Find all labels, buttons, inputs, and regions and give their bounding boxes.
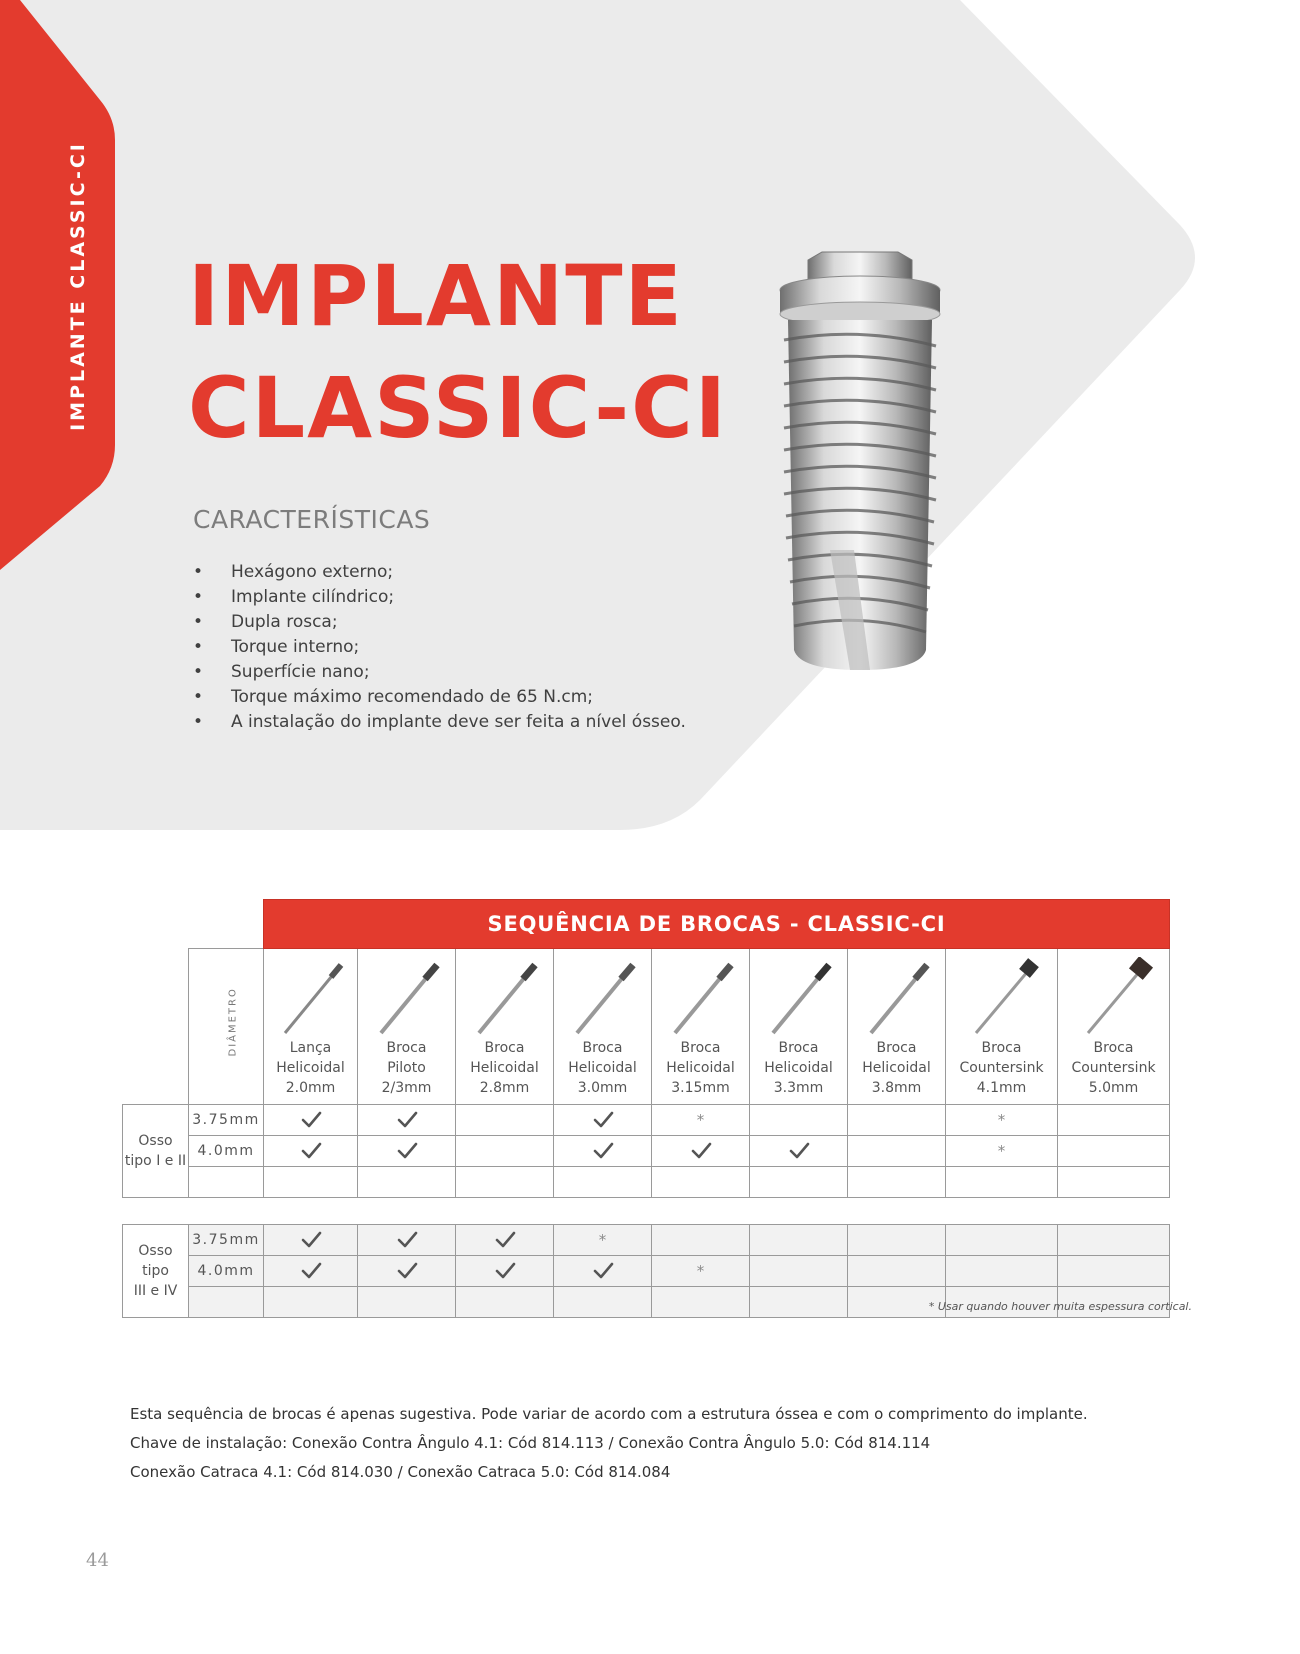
drill-image [661, 957, 741, 1037]
sequence-cell [264, 1136, 358, 1167]
check-icon [592, 1140, 614, 1162]
sequence-cell [456, 1256, 554, 1287]
sequence-cell [848, 1136, 946, 1167]
check-icon [300, 1260, 322, 1282]
drill-header: Broca Helicoidal 3.15mm [652, 949, 750, 1105]
sequence-cell [1058, 1256, 1170, 1287]
bone-type-cell: Osso tipo I e II [123, 1105, 189, 1198]
check-icon [396, 1109, 418, 1131]
sequence-cell [750, 1167, 848, 1198]
sequence-cell [264, 1256, 358, 1287]
sequence-cell [554, 1225, 652, 1256]
sequence-cell [848, 1167, 946, 1198]
sequence-cell [554, 1167, 652, 1198]
sequence-cell [946, 1136, 1058, 1167]
sequence-cell [554, 1256, 652, 1287]
asterisk-mark: * [598, 1231, 607, 1249]
diameter-cell [189, 1287, 264, 1318]
sequence-cell [652, 1167, 750, 1198]
sequence-cell [652, 1136, 750, 1167]
sequence-cell [848, 1225, 946, 1256]
list-item: • Dupla rosca; [193, 612, 338, 632]
diameter-cell: 4.0mm [189, 1256, 264, 1287]
sequence-cell [946, 1105, 1058, 1136]
drill-image [962, 957, 1042, 1037]
check-icon [592, 1109, 614, 1131]
table-row [123, 1136, 1170, 1167]
note-line: Esta sequência de brocas é apenas sugestiva. Pode variar de acordo com a estrutura óssea e com o comprimento do implante. [130, 1405, 1088, 1423]
sequence-cell [946, 1256, 1058, 1287]
list-item: • A instalação do implante deve ser feita a nível ósseo. [193, 712, 686, 732]
sequence-cell [358, 1256, 456, 1287]
table-title: SEQUÊNCIA DE BROCAS - CLASSIC-CI [264, 900, 1170, 949]
check-icon [396, 1260, 418, 1282]
list-item: • Torque máximo recomendado de 65 N.cm; [193, 687, 594, 707]
check-icon [788, 1140, 810, 1162]
check-icon [494, 1260, 516, 1282]
notes [130, 1400, 1088, 1487]
page-title [188, 240, 748, 464]
check-icon [494, 1229, 516, 1251]
diameter-cell: 3.75mm [189, 1105, 264, 1136]
sequence-cell [652, 1105, 750, 1136]
sequence-cell [358, 1105, 456, 1136]
sequence-cell [358, 1167, 456, 1198]
asterisk-mark: * [696, 1111, 705, 1129]
sequence-cell [264, 1287, 358, 1318]
sequence-cell [652, 1225, 750, 1256]
drill-header: Broca Helicoidal 3.3mm [750, 949, 848, 1105]
diameter-cell: 4.0mm [189, 1136, 264, 1167]
bone-type-cell: Osso tipo III e IV [123, 1225, 189, 1318]
sequence-cell [946, 1225, 1058, 1256]
list-item: • Superfície nano; [193, 662, 370, 682]
sequence-cell [456, 1136, 554, 1167]
drill-header: Broca Helicoidal 3.0mm [554, 949, 652, 1105]
check-icon [300, 1140, 322, 1162]
sequence-cell [848, 1105, 946, 1136]
features-list [193, 560, 686, 735]
drill-header: Broca Helicoidal 3.8mm [848, 949, 946, 1105]
table-row [123, 1105, 1170, 1136]
check-icon [300, 1229, 322, 1251]
sequence-cell [848, 1256, 946, 1287]
drill-image [367, 957, 447, 1037]
drill-header: Lança Helicoidal 2.0mm [264, 949, 358, 1105]
implant-image [770, 250, 950, 710]
sequence-cell [1058, 1136, 1170, 1167]
table-row [123, 1225, 1170, 1256]
sequence-cell [750, 1287, 848, 1318]
sequence-cell [1058, 1167, 1170, 1198]
check-icon [592, 1260, 614, 1282]
group-spacer [123, 1198, 1170, 1225]
sequence-cell [750, 1256, 848, 1287]
sequence-cell [358, 1136, 456, 1167]
page-number: 44 [86, 1550, 109, 1571]
sequence-cell [264, 1225, 358, 1256]
sequence-cell [554, 1136, 652, 1167]
sequence-cell [264, 1167, 358, 1198]
sequence-cell [750, 1136, 848, 1167]
drill-image [465, 957, 545, 1037]
table-row [123, 1167, 1170, 1198]
sequence-cell [264, 1105, 358, 1136]
sequence-cell [456, 1105, 554, 1136]
sequence-cell [456, 1287, 554, 1318]
sequence-cell [358, 1287, 456, 1318]
check-icon [396, 1229, 418, 1251]
check-icon [396, 1140, 418, 1162]
drill-header: Broca Helicoidal 2.8mm [456, 949, 554, 1105]
drill-header: Broca Countersink 4.1mm [946, 949, 1058, 1105]
drill-image [563, 957, 643, 1037]
drill-header: Broca Piloto 2/3mm [358, 949, 456, 1105]
diameter-header: DIÂMETRO [189, 949, 264, 1105]
sequence-cell [946, 1167, 1058, 1198]
check-icon [690, 1140, 712, 1162]
side-tab-label: IMPLANTE CLASSIC-CI [67, 141, 89, 431]
sequence-cell [554, 1105, 652, 1136]
drill-image [271, 957, 351, 1037]
note-line: Chave de instalação: Conexão Contra Ângulo 4.1: Cód 814.113 / Conexão Contra Ângulo 5.0: Cód 814.114 [130, 1434, 931, 1452]
table-row [123, 1256, 1170, 1287]
sequence-cell [554, 1287, 652, 1318]
check-icon [300, 1109, 322, 1131]
sequence-cell [652, 1256, 750, 1287]
sequence-cell [652, 1287, 750, 1318]
sequence-cell [750, 1105, 848, 1136]
diameter-cell: 3.75mm [189, 1225, 264, 1256]
drill-sequence-table [122, 899, 1170, 1318]
sequence-cell [1058, 1105, 1170, 1136]
asterisk-mark: * [997, 1142, 1006, 1160]
sequence-cell [456, 1167, 554, 1198]
drill-image [857, 957, 937, 1037]
drill-header: Broca Countersink 5.0mm [1058, 949, 1170, 1105]
asterisk-mark: * [997, 1111, 1006, 1129]
sequence-cell [1058, 1225, 1170, 1256]
title-line-1: IMPLANTE [188, 247, 684, 345]
sequence-cell [750, 1225, 848, 1256]
features-heading: CARACTERÍSTICAS [193, 505, 431, 534]
drill-image [759, 957, 839, 1037]
table-footnote: * Usar quando houver muita espessura cortical. [928, 1300, 1192, 1313]
title-line-2: CLASSIC-CI [188, 359, 728, 457]
list-item: • Hexágono externo; [193, 562, 394, 582]
note-line: Conexão Catraca 4.1: Cód 814.030 / Conexão Catraca 5.0: Cód 814.084 [130, 1463, 671, 1481]
sequence-cell [358, 1225, 456, 1256]
diameter-cell [189, 1167, 264, 1198]
list-item: • Implante cilíndrico; [193, 587, 395, 607]
list-item: • Torque interno; [193, 637, 360, 657]
sequence-cell [456, 1225, 554, 1256]
asterisk-mark: * [696, 1262, 705, 1280]
drill-image [1074, 957, 1154, 1037]
